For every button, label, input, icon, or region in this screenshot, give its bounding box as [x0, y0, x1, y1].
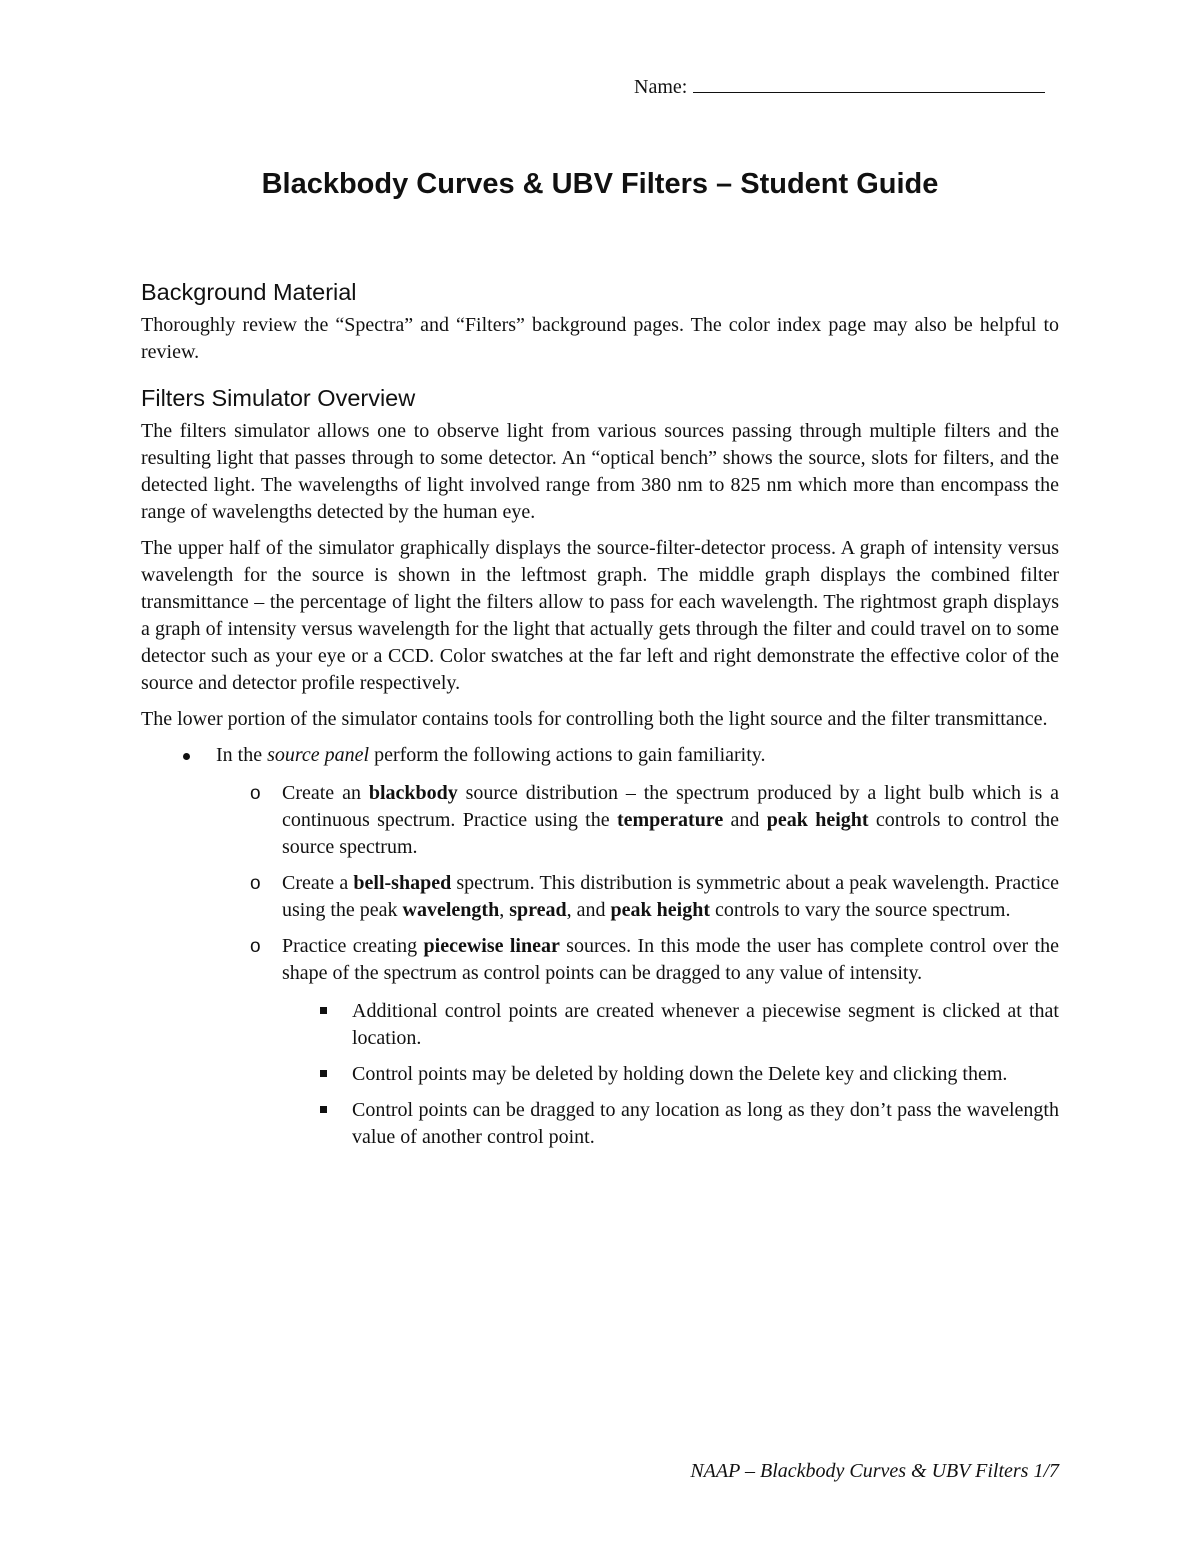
bullet-dot-icon [183, 753, 190, 760]
name-blank-underline [693, 72, 1045, 93]
overview-paragraph-1: The filters simulator allows one to observe light from various sources passing through multiple filters and the resulting light that passes through to some detector. An “optical bench” shows the source, slots for filters, and the detected light. The wavelengths of light involved range from 380 nm to 825 nm which more than encompass the range of wavelengths detected by the human eye. [141, 420, 1059, 523]
source-panel-emphasis: source panel [267, 744, 370, 766]
list-item-bell-shaped: o Create a bell-shaped spectrum. This distribution is symmetric about a peak wavelength. Practice using the peak wavelength, spread, and peak height controls to vary the source spectrum. [250, 872, 1059, 921]
overview-paragraph-3: The lower portion of the simulator contains tools for controlling both the light source and the filter transmittance. [141, 708, 1048, 730]
name-field-line [634, 72, 1045, 101]
term-spread: spread [509, 899, 567, 921]
page-footer: NAAP – Blackbody Curves & UBV Filters 1/7 [690, 1460, 1059, 1482]
circle-bullet-icon: o [250, 783, 261, 804]
term-wavelength: wavelength [402, 899, 500, 921]
term-blackbody: blackbody [368, 782, 458, 804]
circle-bullet-icon: o [250, 873, 261, 894]
list-item-blackbody: o Create an blackbody source distribution – the spectrum produced by a light bulb which is a continuous spectrum. Practice using the temperature and peak height controls to control the source spectrum. [250, 782, 1060, 858]
list-item-delete-points: Control points may be deleted by holding down the Delete key and clicking them. [282, 1061, 1059, 1088]
background-section [141, 276, 1059, 366]
square-bullet-icon [320, 1007, 327, 1014]
term-bell-shaped: bell-shaped [353, 872, 452, 894]
source-actions-list [216, 780, 1059, 1151]
list-item-piecewise: o Practice creating piecewise linear sources. In this mode the user has complete control over the shape of the spectrum as control points can be dragged to any value of intensity. Additional control points are created whenever a piecewise segment is clicked at that location. Control points may be deleted by holding down the Delete key and clicking them. Control points can be dragged to any location as long as they don’t pass the wavelength value of another control point. [216, 933, 1059, 1151]
term-piecewise-linear: piecewise linear [423, 935, 560, 957]
circle-bullet-icon: o [250, 936, 261, 957]
term-peak-height: peak height [766, 809, 869, 831]
square-bullet-icon [320, 1070, 327, 1077]
name-label: Name: [634, 76, 688, 98]
list-item-add-points: Additional control points are created whenever a piecewise segment is clicked at that location. [282, 998, 1059, 1052]
list-item-drag-points: Control points can be dragged to any location as long as they don’t pass the wavelength value of another control point. [282, 1097, 1059, 1151]
main-content [141, 276, 1059, 1160]
background-text: Thoroughly review the “Spectra” and “Filters” background pages. The color index page may also be helpful to review. [141, 314, 1059, 363]
overview-paragraph-2: The upper half of the simulator graphically displays the source-filter-detector process. A graph of intensity versus wavelength for the source is shown in the leftmost graph. The middle graph displays the combined filter transmittance – the percentage of light the filters allow to pass for each wavelength. The rightmost graph displays a graph of intensity versus wavelength for the light that actually gets through the filter and could travel on to some detector such as your eye or a CCD. Color swatches at the far left and right demonstrate the effective color of the source and detector profile respectively. [141, 537, 1059, 694]
instruction-list [141, 742, 1059, 1151]
term-temperature: temperature [616, 809, 724, 831]
overview-heading: Filters Simulator Overview [141, 385, 416, 411]
list-item-source-panel: In the source panel perform the following actions to gain familiarity. o Create an blackbody source distribution – the spectrum produced by a light bulb which is a continuous spectrum. Practice using the temperature and peak height controls to control the source spectrum. o Create a bell-shaped spectrum. This distribution is symmetric about a peak wavelength. Practice using the peak wavelength, spread, and peak height controls to vary the source spectrum. o Practice creating piecewise linear sources. In this mode the user has complete control over the shape of the spectrum as control points can be dragged to any value of intensity. Additional control points are created whenever a piecewise segment is clicked at that location. Control points may be deleted by holding down the Delete key and clicking them. Control points can be dragged to any location as long as they don’t pass the wavelength value of another control point. [141, 742, 1059, 1151]
background-heading: Background Material [141, 279, 357, 305]
control-points-list [282, 998, 1059, 1151]
overview-section [141, 382, 1059, 1151]
square-bullet-icon [320, 1106, 327, 1113]
term-peak-height: peak height [610, 899, 710, 921]
page-title: Blackbody Curves & UBV Filters – Student Guide [261, 168, 939, 200]
